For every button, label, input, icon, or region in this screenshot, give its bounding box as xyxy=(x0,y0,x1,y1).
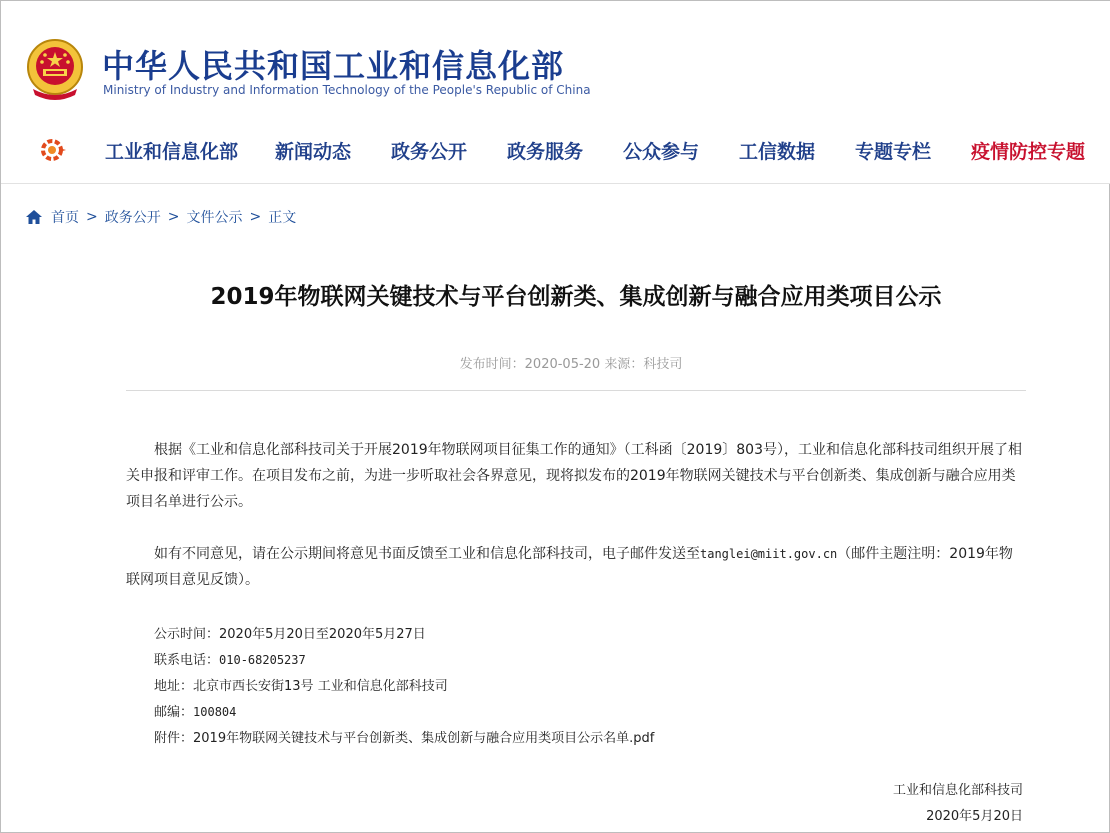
breadcrumb-separator: > xyxy=(167,209,180,225)
nav-item-public-participation[interactable]: 公众参与 xyxy=(623,141,700,163)
national-emblem-icon[interactable] xyxy=(23,37,87,103)
home-icon[interactable] xyxy=(25,209,43,225)
nav-item-news[interactable]: 新闻动态 xyxy=(275,141,352,163)
site-title-cn[interactable]: 中华人民共和国工业和信息化部 xyxy=(102,47,565,85)
divider xyxy=(126,390,1026,391)
nav-item-special-topics[interactable]: 专题专栏 xyxy=(855,141,932,163)
site-header xyxy=(1,1,1110,184)
article-title: 2019年物联网关键技术与平台创新类、集成创新与融合应用类项目公示 xyxy=(210,284,942,310)
signature-org: 工业和信息化部科技司 xyxy=(892,783,1023,798)
article-paragraph-1: 根据《工业和信息化部科技司关于开展2019年物联网项目征集工作的通知》（工科函〔2019〕803号），工业和信息化部科技司组织开展了相关申报和评审工作。在项目发布之前，为进一步听取社会各界意见，现将拟发布的2019年物联网关键技术与平台创新类、集成创新与融合应用类项目名单进行公示。 xyxy=(126,442,1022,510)
breadcrumb-current: 正文 xyxy=(268,210,297,226)
paragraph-2-text-b: （邮件主题注明：2019年物联网项目意见反馈）。 xyxy=(126,546,1013,588)
info-address-value: 北京市西长安街13号 工业和信息化部科技司 xyxy=(193,679,448,694)
info-zip-label: 邮编： xyxy=(154,705,194,720)
breadcrumb-home[interactable]: 首页 xyxy=(51,210,79,226)
breadcrumb-documents[interactable]: 文件公示 xyxy=(186,210,243,226)
main-nav xyxy=(1,127,1110,173)
info-attachment-label: 附件： xyxy=(154,731,194,746)
info-phone-value: 010-68205237 xyxy=(219,653,306,667)
breadcrumb-separator: > xyxy=(86,209,98,225)
info-period xyxy=(154,623,426,642)
breadcrumb xyxy=(25,207,296,227)
info-address-label: 地址： xyxy=(154,679,194,694)
article-paragraph-2 xyxy=(126,541,1026,593)
info-phone-label: 联系电话： xyxy=(154,653,220,668)
article-meta: 发布时间：2020-05-20 来源：科技司 xyxy=(459,357,683,372)
info-zip-value: 100804 xyxy=(193,705,237,719)
nav-item-data[interactable]: 工信数据 xyxy=(739,141,816,163)
signature-date: 2020年5月20日 xyxy=(926,809,1023,824)
nav-item-miit[interactable]: 工业和信息化部 xyxy=(105,141,239,163)
info-attachment xyxy=(154,727,654,746)
attachment-link[interactable]: 2019年物联网关键技术与平台创新类、集成创新与融合应用类项目公示名单.pdf xyxy=(193,731,655,746)
info-period-value: 2020年5月20日至2020年5月27日 xyxy=(219,627,426,642)
site-title-en: Ministry of Industry and Information Technology of the People's Republic of China xyxy=(103,83,591,97)
breadcrumb-separator: > xyxy=(249,209,262,225)
nav-item-gov-services[interactable]: 政务服务 xyxy=(507,141,584,163)
nav-item-epidemic[interactable]: 疫情防控专题 xyxy=(971,141,1086,163)
miit-logo-icon[interactable] xyxy=(39,138,67,162)
feedback-email: tanglei@miit.gov.cn xyxy=(700,547,838,561)
nav-item-gov-affairs-public[interactable]: 政务公开 xyxy=(391,141,468,163)
info-zip xyxy=(154,701,236,720)
info-phone xyxy=(154,649,306,668)
info-period-label: 公示时间： xyxy=(154,627,220,642)
info-address xyxy=(154,675,448,694)
paragraph-2-text-a: 如有不同意见，请在公示期间将意见书面反馈至工业和信息化部科技司，电子邮件发送至 xyxy=(154,546,700,562)
breadcrumb-gov-affairs[interactable]: 政务公开 xyxy=(104,210,161,226)
